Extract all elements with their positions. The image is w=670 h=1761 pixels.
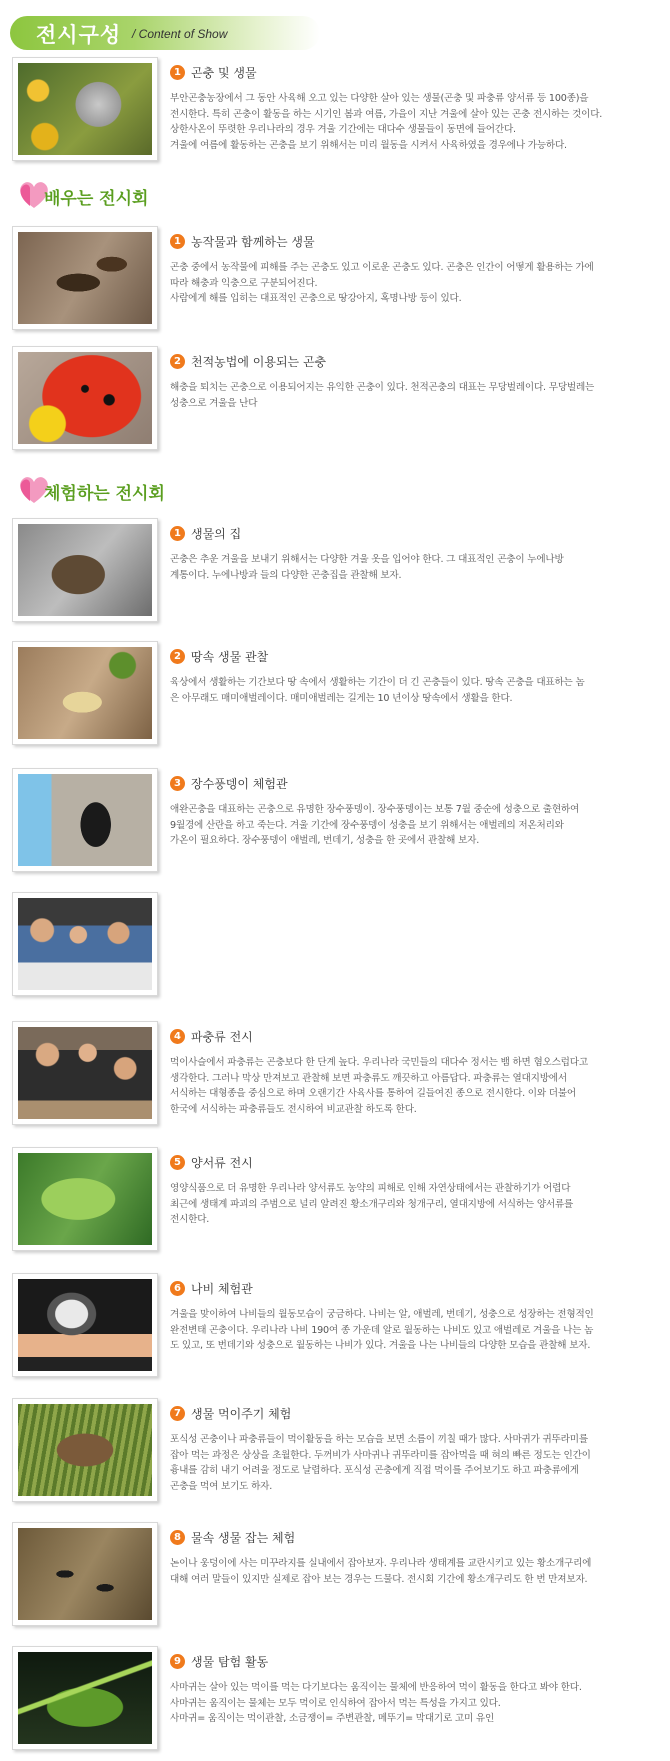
number-badge: 7 xyxy=(170,1406,185,1421)
number-badge: 2 xyxy=(170,354,185,369)
butterfly-photo xyxy=(18,63,152,155)
item-thumbnail xyxy=(12,1398,158,1502)
item-thumbnail xyxy=(12,1522,158,1626)
item-thumbnail xyxy=(12,1646,158,1750)
loach-photo xyxy=(18,1528,152,1620)
item-description: 곤충은 추운 겨울을 보내기 위해서는 다양한 겨울 옷을 입어야 한다. 그 대표적인 곤충이 누에나방 계통이다. 누에나방과 들의 다양한 곤충집을 관찰해 보자. xyxy=(170,554,564,581)
number-badge: 9 xyxy=(170,1654,185,1669)
item-thumbnail xyxy=(12,892,158,996)
toad-photo xyxy=(18,1404,152,1496)
number-badge: 1 xyxy=(170,65,185,80)
item-thumbnail xyxy=(12,1147,158,1251)
number-badge: 6 xyxy=(170,1281,185,1296)
item-title: 양서류 전시 xyxy=(191,1155,253,1170)
children-photo xyxy=(18,898,152,990)
item-description: 부안곤충농장에서 그 동안 사육해 오고 있는 다양한 살아 있는 생물(곤충 및 파충류 양서류 등 100종)을 전시한다. 특히 곤충이 활동을 하는 시기인 봄과 여름, 가을이 지난 겨울에 살아 있는 곤충 전시하는 것이다. 상한사온이 뚜렷한 우리나라의 경우 겨울 기간에는 대다수 생물들이 동면에 들어간다. 겨울에 여름에 활동하는 곤충을 보기 위해서는 미리 월동을 시켜서 사육하였을 경우에나 가능하다. xyxy=(170,93,603,151)
mantis-photo xyxy=(18,1652,152,1744)
item-title: 생물 탐험 활동 xyxy=(191,1654,269,1669)
number-badge: 2 xyxy=(170,649,185,664)
item-description: 먹이사슬에서 파충류는 곤충보다 한 단계 높다. 우리나라 국민들의 대다수 정서는 뱀 하면 혐오스럽다고 생각한다. 그러나 막상 만져보고 관찰해 보면 파충류도 깨끗하고 아름답다. 파충류는 열대지방에서 서식하는 대형종을 중심으로 하며 오랜기간 사육사를 통하여 길들여진 종으로 전시한다. 이와 더불어 한국에 서식하는 파충류들도 전시하여 비교관찰 하도록 한다. xyxy=(170,1057,588,1115)
beetle-photo xyxy=(18,774,152,866)
item-thumbnail xyxy=(12,346,158,450)
item-title: 곤충 및 생물 xyxy=(191,65,257,80)
page-subtitle: / Content of Show xyxy=(132,27,228,41)
item-description: 사마귀는 살아 있는 먹이를 먹는 다기보다는 움직이는 물체에 반응하여 먹이 활동을 한다고 봐야 한다. 사마귀는 움직이는 물체는 모두 먹이로 인식하여 잡아서 먹는 특성을 가지고 있다. 사마귀= 움직이는 먹이관찰, 소금쟁이= 주변관찰, 메뚜기= 막대기로 고미 유인 xyxy=(170,1682,582,1724)
insect-photo xyxy=(18,232,152,324)
number-badge: 1 xyxy=(170,234,185,249)
number-badge: 5 xyxy=(170,1155,185,1170)
item-title: 나비 체험관 xyxy=(191,1281,253,1296)
item-thumbnail xyxy=(12,226,158,330)
item-thumbnail xyxy=(12,518,158,622)
butterfly-photo xyxy=(18,1279,152,1371)
item-description: 포식성 곤충이나 파충류들이 먹이활동을 하는 모습을 보면 소름이 끼칠 때가 많다. 사마귀가 귀뚜라미를 잡아 먹는 과정은 상상을 초월한다. 두꺼비가 사마귀나 귀뚜라미를 잡아먹을 때 혀의 빠른 정도는 인간이 흉내를 감히 내기 어려울 정도로 날렵하다. 포식성 곤충에게 직접 먹이를 주어보기도 하고 파충류에게 곤충을 먹여 보기도 하자. xyxy=(170,1434,591,1492)
grub-photo xyxy=(18,647,152,739)
item-title: 생물 먹이주기 체험 xyxy=(191,1406,292,1421)
item-thumbnail xyxy=(12,57,158,161)
number-badge: 4 xyxy=(170,1029,185,1044)
item-title: 천적농법에 이용되는 곤충 xyxy=(191,354,327,369)
item-thumbnail xyxy=(12,1021,158,1125)
item-title: 물속 생물 잡는 체험 xyxy=(191,1530,296,1545)
reptile-photo xyxy=(18,1027,152,1119)
item-description: 영양식품으로 더 유명한 우리나라 양서류도 농약의 피해로 인해 자연상태에서는 관찰하기가 어렵다 최근에 생태계 파괴의 주범으로 널리 알려진 황소개구리와 청개구리, 열대지방에 서식하는 양서류를 전시한다. xyxy=(170,1183,574,1225)
item-thumbnail xyxy=(12,1273,158,1377)
section-label: 배우는 전시회 xyxy=(44,189,149,209)
item-title: 생물의 집 xyxy=(191,526,242,541)
frog-photo xyxy=(18,1153,152,1245)
item-thumbnail xyxy=(12,641,158,745)
number-badge: 8 xyxy=(170,1530,185,1545)
item-description: 육상에서 생활하는 기간보다 땅 속에서 생활하는 기간이 더 긴 곤충들이 있다. 땅속 곤충을 대표하는 놈 은 아무래도 매미애벌레이다. 매미애벌레는 길게는 10 년이상 땅속에서 생활을 한다. xyxy=(170,677,585,704)
item-description: 논이나 웅덩이에 사는 미꾸라지를 실내에서 잡아보자. 우리나라 생태계를 교란시키고 있는 황소개구리에 대해 여러 말들이 있지만 실제로 잡아 보는 경우는 드물다. 전시회 기간에 황소개구리도 한 번 만져보자. xyxy=(170,1558,592,1585)
number-badge: 3 xyxy=(170,776,185,791)
item-description: 곤충 중에서 농작물에 피해를 주는 곤충도 있고 이로운 곤충도 있다. 곤충은 인간이 어떻게 활용하는 가에 따라 해충과 익충으로 구분되어진다. 사람에게 해를 입히는 대표적인 곤충으로 땅강아지, 혹명나방 등이 있다. xyxy=(170,262,594,304)
item-thumbnail xyxy=(12,768,158,872)
item-title: 땅속 생물 관찰 xyxy=(191,649,269,664)
item-title: 농작물과 함께하는 생물 xyxy=(191,234,315,249)
section-label: 체험하는 전시회 xyxy=(44,484,165,504)
item-title: 장수풍뎅이 체험관 xyxy=(191,776,288,791)
ladybug-photo xyxy=(18,352,152,444)
item-title: 파충류 전시 xyxy=(191,1029,253,1044)
cocoon-photo xyxy=(18,524,152,616)
page-title: 전시구성 xyxy=(36,23,122,47)
number-badge: 1 xyxy=(170,526,185,541)
item-description: 해충을 퇴치는 곤충으로 이용되어지는 유익한 곤충이 있다. 천적곤충의 대표는 무당벌레이다. 무당벌레는 성충으로 겨울을 난다 xyxy=(170,382,595,409)
item-description: 애완곤충을 대표하는 곤충으로 유명한 장수풍뎅이. 장수풍뎅이는 보통 7월 중순에 성충으로 출현하여 9월경에 산란을 하고 죽는다. 겨울 기간에 장수풍뎅이 성충을 보기 위해서는 애벌레의 저온처리와 가온이 필요하다. 장수풍뎅이 애벌레, 번데기, 성충을 한 곳에서 관찰해 보자. xyxy=(170,804,580,846)
item-description: 겨울을 맞이하여 나비들의 월동모습이 궁금하다. 나비는 알, 애벌레, 번데기, 성충으로 성장하는 전형적인 완전변태 곤충이다. 우리나라 나비 190여 종 가운데 알로 월동하는 나비도 있고 애벌레로 겨울을 나는 놈 도 있고, 또 번데기와 성충으로 월동하는 나비가 있다. 겨울을 나는 나비들의 다양한 모습을 관찰해 보자. xyxy=(170,1309,594,1351)
